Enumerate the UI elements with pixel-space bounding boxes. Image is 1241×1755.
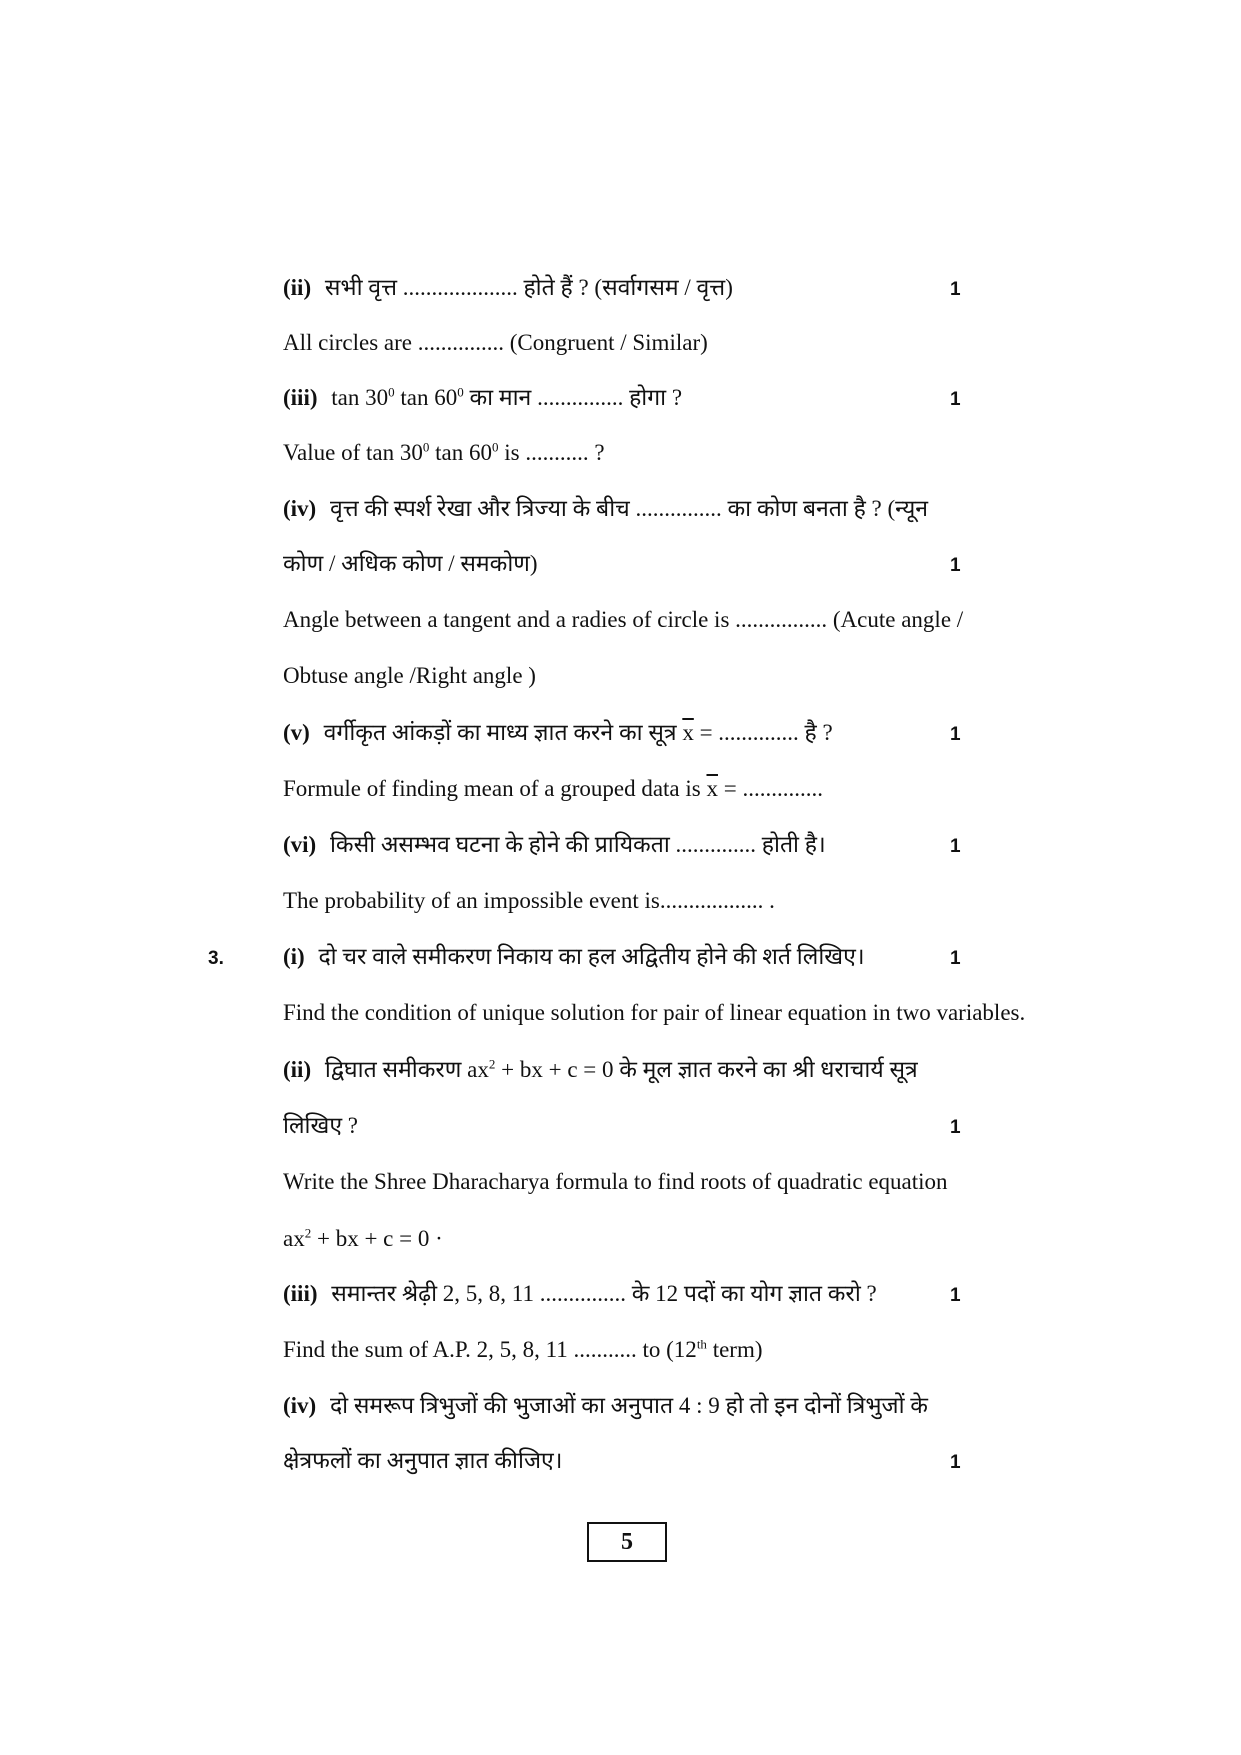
q3-iv-label: (iv) (283, 1393, 317, 1418)
q2-v-hindi-text: वर्गीकृत आंकड़ों का माध्य ज्ञात करने का सूत्र (323, 720, 677, 745)
q3-i-hindi (283, 942, 1023, 972)
q2-ii-hindi-text: सभी वृत्त .................... होते हैं ? (सर्वागसम / वृत्त) (324, 275, 733, 300)
q2-iv-hindi-line1 (283, 494, 1023, 524)
q2-v-xbar: $\overline{x}$ (682, 720, 694, 745)
q3-iii-hindi-text: समान्तर श्रेढ़ी 2, 5, 8, 11 ............... के 12 पदों का योग ज्ञात करो ? (331, 1281, 877, 1306)
q3-ii-hindi-a: द्विघात समीकरण (324, 1057, 462, 1082)
q2-iv-english-line1: Angle between a tangent and a radies of circle is ................ (Acute angle / (283, 607, 964, 632)
q2-vi-marks: 1 (950, 836, 961, 857)
q2-v-english (283, 774, 1023, 804)
q2-iii-en-suffix: is ........... ? (504, 440, 605, 465)
q2-iv-marks: 1 (950, 555, 961, 576)
q2-iii-expr-b: tan 60 (400, 385, 458, 410)
q3-ii-eq-b: + bx + c = 0 (501, 1057, 614, 1082)
q2-v-hindi-end: है ? (804, 720, 833, 745)
q3-ii-hindi-line2: लिखिए ? (283, 1113, 358, 1138)
q3-ii-marks: 1 (950, 1117, 961, 1138)
q3-ii-eq-sup: 2 (488, 1056, 496, 1072)
q2-v-equals-blank: = .............. (699, 720, 799, 745)
q2-ii-marks: 1 (950, 279, 961, 300)
q3-iii-en-prefix: Find the sum of A.P. 2, 5, 8, 11 ........... to (12 (283, 1337, 697, 1362)
q2-iii-degree-b: 0 (457, 384, 464, 400)
q3-iv-marks: 1 (950, 1452, 961, 1473)
q3-ii-hindi-b: के मूल ज्ञात करने का श्री धराचार्य सूत्र (619, 1057, 918, 1082)
q2-iv-hindi-line1-text: वृत्त की स्पर्श रेखा और त्रिज्या के बीच ............... का कोण बनता है ? (न्यून (329, 496, 929, 521)
q2-v-en-equals-blank: = .............. (723, 776, 823, 801)
q2-iii-english (283, 438, 1023, 468)
q3-iv-hindi-line2: क्षेत्रफलों का अनुपात ज्ञात कीजिए। (283, 1448, 563, 1473)
q3-ii-english: Write the Shree Dharacharya formula to find roots of quadratic equation (283, 1169, 948, 1194)
q2-iii-hindi-rest: का मान ............... होगा ? (469, 385, 683, 410)
q2-iv-label: (iv) (283, 496, 317, 521)
q2-iii-marks: 1 (950, 389, 961, 410)
q3-i-label: (i) (283, 944, 305, 969)
q2-vi-hindi (283, 830, 1023, 860)
q3-iii-english (283, 1335, 1023, 1365)
q3-ii-label: (ii) (283, 1057, 312, 1082)
q3-iv-hindi-line1-text: दो समरूप त्रिभुजों की भुजाओं का अनुपात 4 : 9 हो तो इन दोनों त्रिभुजों के (329, 1393, 928, 1418)
q3-ii-hindi-line1 (283, 1055, 1023, 1085)
q2-iii-en-degree-b: 0 (492, 439, 499, 455)
q3-number: 3. (208, 948, 224, 969)
q2-v-hindi (283, 718, 1023, 748)
q3-i-english: Find the condition of unique solution for pair of linear equation in two variables. (283, 1000, 1026, 1025)
q2-iii-en-prefix: Value of (283, 440, 361, 465)
q2-iii-en-degree-a: 0 (422, 439, 430, 455)
q3-ii-eq-end-rest: + bx + c = 0 · (316, 1226, 443, 1251)
q3-i-hindi-text: दो चर वाले समीकरण निकाय का हल अद्वितीय होने की शर्त लिखिए। (318, 944, 865, 969)
q2-ii-english: All circles are ............... (Congruent / Similar) (283, 330, 708, 355)
q3-iii-hindi (283, 1279, 1023, 1309)
q2-iii-label: (iii) (283, 385, 318, 410)
q2-iii-expr-a: tan 30 (331, 385, 389, 410)
q2-ii-hindi (283, 273, 1023, 303)
q2-vi-hindi-text: किसी असम्भव घटना के होने की प्रायिकता .............. होती है। (329, 832, 826, 857)
q2-iii-degree-a: 0 (388, 384, 395, 400)
q3-iii-en-suffix: term) (712, 1337, 763, 1362)
q2-v-en-xbar: $\overline{x}$ (706, 776, 718, 801)
q2-vi-english: The probability of an impossible event is.................. . (283, 888, 775, 913)
q3-iii-label: (iii) (283, 1281, 318, 1306)
q3-ii-eq-end-a: ax (283, 1226, 305, 1251)
q2-iv-english-line2: Obtuse angle /Right angle ) (283, 663, 536, 688)
q3-ii-eq-a: ax (467, 1057, 489, 1082)
q3-ii-eq-end-sup: 2 (304, 1225, 312, 1241)
page-number: 5 (587, 1522, 667, 1562)
q3-iv-hindi-line1 (283, 1391, 1023, 1421)
q2-iii-en-expr-b: tan 60 (435, 440, 492, 465)
q2-iii-hindi (283, 383, 1023, 413)
q2-ii-label: (ii) (283, 275, 312, 300)
q2-iii-en-expr-a: tan 30 (366, 440, 423, 465)
q2-vi-label: (vi) (283, 832, 317, 857)
q2-v-marks: 1 (950, 724, 961, 745)
q2-v-en-prefix: Formule of finding mean of a grouped data is (283, 776, 701, 801)
q2-iv-hindi-line2: कोण / अधिक कोण / समकोण) (283, 551, 538, 576)
q3-iii-en-sup: th (696, 1336, 707, 1352)
q2-v-label: (v) (283, 720, 310, 745)
q3-ii-equation (283, 1224, 1023, 1254)
q3-iii-marks: 1 (950, 1285, 961, 1306)
q3-i-marks: 1 (950, 948, 961, 969)
